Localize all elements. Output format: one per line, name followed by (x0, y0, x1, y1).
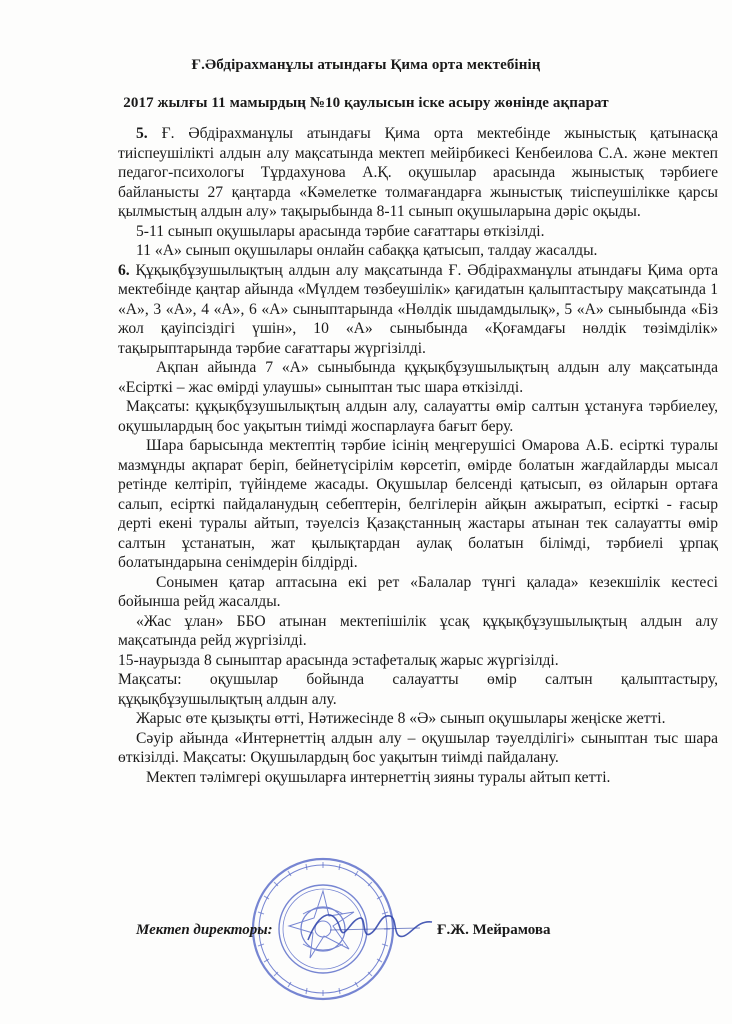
document-title-line2: 2017 жылғы 11 мамырдың №10 қаулысын іске асыру жөнінде ақпарат (123, 95, 609, 111)
item-number-5: 5. (136, 125, 148, 142)
paragraph-event-details: Шара барысында мектептің тәрбие ісінің меңгерушісі Омарова А.Б. есірткі туралы мазмұнды ақпарат беріп, бейнетүсірілім көрсетіп, өмірде болатын жағдайларды мысал ретінде келтіріп, түйіндеме жасады. Оқушылар белсенді қатысып, өз ойларын ортаға салып, есірткі пайдаланудың себептерін, белгілерін айқын ажыратып, есірткі - ғасыр дерті екені туралы айтып, тәуелсіз Қазақстанның жастары атынан тек салауатты өмір салтын ұстанатын, жат қылықтардан аулақ болатын білімді, тәрбиелі ұрпақ болатындарына сенімдерін білдірді. (118, 437, 718, 571)
paragraph-5 (118, 124, 718, 222)
document-body (118, 124, 718, 787)
document-title-line1: Ғ.Әбдірахманұлы атындағы Қима орта мектебінің (191, 57, 541, 73)
paragraph-relay-result: Жарыс өте қызықты өтті, Нәтижесінде 8 «Ә» сынып оқушылары жеңіске жетті. (136, 710, 666, 727)
paragraph-6 (118, 261, 718, 359)
paragraph-counselor: Мектеп тәлімгері оқушыларға интернеттің зияны туралы айтып кетті. (146, 768, 611, 786)
paragraph-relay-race: 15-наурызда 8 сыныптар арасында эстафеталық жарыс жүргізілді. (118, 651, 559, 669)
paragraph-april-event: Сәуір айында «Интернеттің алдын алу – оқушылар тәуелділігі» сыныптан тыс шара өткізілді. Мақсаты: Оқушылардың бос уақытын тиімді пайдалану. (118, 729, 718, 766)
paragraph-class-hours: 5-11 сынып оқушылары арасында тәрбие сағаттары өткізілді. (136, 222, 545, 240)
paragraph-relay-goal: Мақсаты: оқушылар бойында салауатты өмір салтын қалыптастыру, құқықбұзушылықтың алдын алу. (118, 671, 718, 708)
item-number-6: 6. (118, 261, 130, 279)
paragraph-online-lesson: 11 «А» сынып оқушылары онлайн сабаққа қатысып, талдау жасалды. (136, 242, 598, 259)
director-signature-label: Мектеп директоры: (136, 922, 273, 938)
paragraph-event-goal: Мақсаты: құқықбұзушылықтың алдын алу, салауатты өмір салтын ұстануға тәрбиелеу, оқушылардың бос уақытын тиімді жоспарлауға бағыт беру. (118, 398, 718, 435)
director-name: Ғ.Ж. Мейрамова (437, 922, 551, 938)
paragraph-6-text: Құқықбұзушылықтың алдын алу мақсатында Ғ. Әбдірахманұлы атындағы Қима орта мектебінде қаңтар айында «Мүлдем төзбеушілік» қағидатын қалыптастыру мақсатында 1 «А», 3 «А», 4 «А», 6 «А» сыныптарында «Нөлдік шыдамдылық», 5 «А» сыныбында «Біз жол қауіпсіздігі үшін», 10 «А» сыныбында «Қоғамдағы нөлдік төзімділік» тақырыптарында тәрбие сағаттары жүргізілді. (118, 261, 719, 357)
paragraph-zhas-ulan-raid: «Жас ұлан» ББО атынан мектепішілік ұсақ құқықбұзушылықтың алдын алу мақсатында рейд жүргізілді. (118, 612, 718, 649)
paragraph-5-text: Ғ. Әбдірахманұлы атындағы Қима орта мектебінде жыныстық қатынасқа тиіспеушілікті алдын алу мақсатында мектеп мейірбикесі Кенбеилова С.А. және мектеп педагог-психологы Тұрдахунова А.Қ. оқушылар арасында жыныстық тәрбиеге байланысты 27 қаңтарда «Кәмелетке толмағандарға жыныстық тиіспеушілікке қарсы қылмыстың алдын алу» тақырыбында 8-11 сынып оқушыларына дәріс оқыды. (118, 125, 719, 220)
paragraph-february-event: Ақпан айында 7 «А» сыныбында құқықбұзушылықтың алдын алу мақсатында «Есірткі – жас өмірді улаушы» сыныптан тыс шара өткізілді. (118, 359, 718, 396)
handwritten-signature (300, 900, 440, 960)
paragraph-night-raid: Сонымен қатар аптасына екі рет «Балалар түнгі қалада» кезекшілік кестесі бойынша рейд жасалды. (118, 573, 718, 610)
